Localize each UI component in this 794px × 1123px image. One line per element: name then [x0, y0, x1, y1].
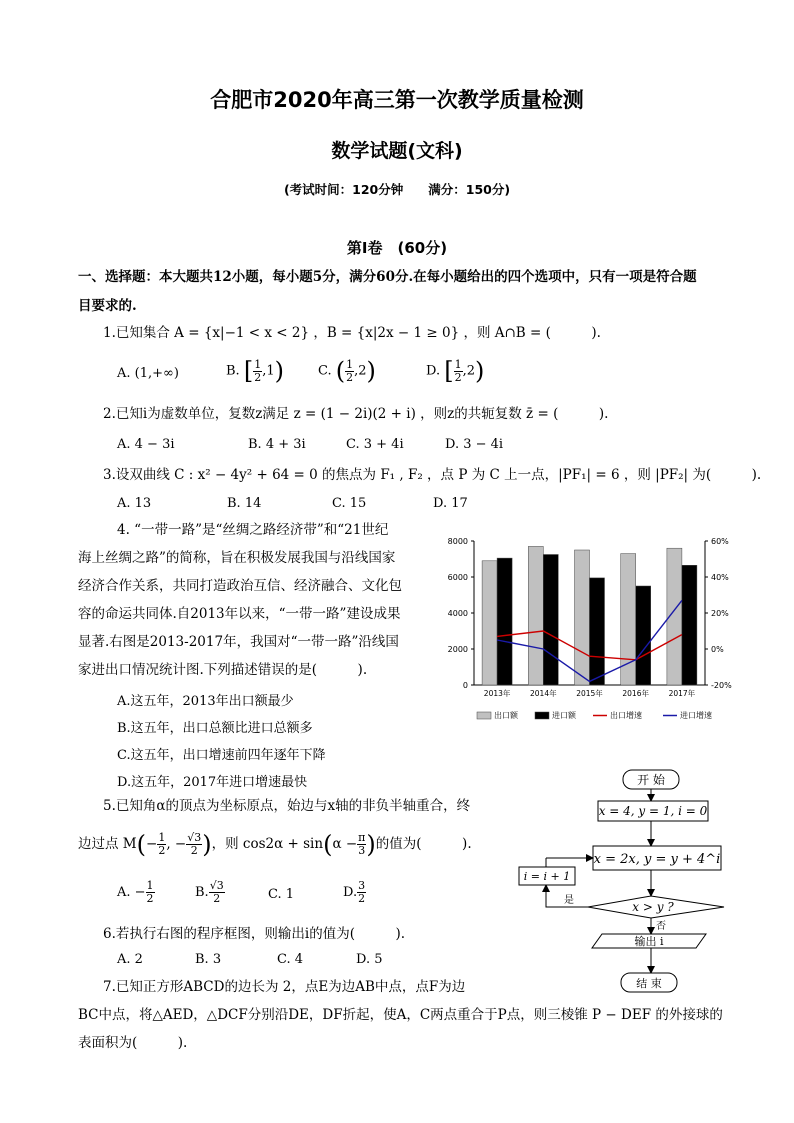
q5-question: 的值为( ).	[375, 836, 472, 852]
chart-legend-swatch	[535, 712, 549, 719]
q6-option-b: B. 3	[195, 952, 222, 967]
q1-option-c: C. ( $\frac{1}{2}$ ,2)	[318, 357, 376, 385]
chart-right-tick-label: 0%	[711, 645, 724, 654]
q3-option-c: C. 15	[332, 496, 367, 511]
q1-option-a: A. (1,+∞)	[117, 366, 179, 381]
flow-no-label: 否	[656, 921, 666, 932]
q6-option-a: A. 2	[117, 952, 143, 967]
q5-line-1: 5.已知角α的顶点为坐标原点，始边与x轴的非负半轴重合，终	[103, 798, 471, 814]
q4-option-d: D.这五年，2017年进口增速最快	[117, 775, 308, 790]
page-title: 合肥市2020年高三第一次教学质量检测	[210, 88, 584, 112]
chart-legend-label: 进口增速	[680, 711, 712, 720]
flowchart-svg	[510, 768, 730, 996]
q4-line-1: 4. “一带一路”是“丝绸之路经济带”和“21世纪	[117, 522, 389, 538]
q5-line-2: 边过点 M(− $\frac{1}{2}$ , − $\frac{√3}{2}$ )，则 cos2α + sin(α − $\frac{\pi}{3}$ )的值为( ).	[78, 830, 472, 859]
q5-option-d-label: D.	[343, 885, 358, 900]
q1-option-d: D. [ $\frac{1}{2}$ ,2)	[426, 357, 485, 385]
q7-line-3: 表面积为( ).	[78, 1035, 188, 1051]
q5-option-d: D. $\frac{3}{2}$	[343, 879, 366, 905]
chart-legend-swatch	[477, 712, 491, 719]
chart-left-tick-label: 4000	[447, 609, 468, 618]
chart-bar-import	[682, 565, 697, 685]
chart-left-tick-label: 6000	[447, 573, 468, 582]
q2-option-a: A. 4 − 3i	[117, 437, 175, 452]
q2-option-d: D. 3 − 4i	[445, 437, 504, 452]
q6-option-c: C. 4	[277, 952, 304, 967]
instruction-line-1: 一、选择题：本大题共12小题，每小题5分，满分60分.在每小题给出的四个选项中，只有一项是符合题	[78, 269, 697, 285]
chart-x-tick-label: 2016年	[622, 689, 649, 698]
q1-stem: 1.已知集合 A = {x|−1 < x < 2} ，B = {x|2x − 1 ≥ 0} ，则 A∩B = ( ).	[103, 325, 601, 341]
page-subtitle: 数学试题(文科)	[331, 140, 463, 162]
flow-condition-text: x > y ?	[632, 900, 674, 914]
chart-x-tick-label: 2017年	[668, 689, 696, 698]
q4-line-2: 海上丝绸之路”的简称，旨在积极发展我国与沿线国家	[78, 550, 396, 566]
q5-option-b: B. $\frac{√3}{2}$	[195, 879, 224, 905]
q5-option-c: C. 1	[268, 887, 295, 902]
chart-left-tick-label: 0	[462, 681, 468, 690]
chart-bar-export	[575, 550, 590, 685]
exam-info: (考试时间：120分钟 满分：150分)	[283, 182, 511, 197]
q1-option-d-label: D.	[426, 363, 441, 379]
q4-line-3: 经济合作关系，共同打造政治互信、经济融合、文化包	[78, 578, 402, 594]
flow-end-text: 结 束	[636, 977, 662, 990]
chart-x-tick-label: 2013年	[483, 689, 511, 698]
q4-option-a: A.这五年，2013年出口额最少	[117, 694, 294, 709]
chart-right-tick-label: 20%	[711, 609, 729, 618]
q5-option-a: A. − $\frac{1}{2}$	[117, 879, 154, 905]
q6-option-d: D. 5	[356, 952, 383, 967]
chart-right-tick-label: 60%	[711, 537, 729, 546]
chart-bar-import	[636, 586, 651, 685]
instruction-line-2: 目要求的.	[78, 298, 137, 314]
chart-x-tick-label: 2014年	[530, 689, 557, 698]
q5-point-label: 边过点 M	[78, 836, 137, 852]
q1-option-b-label: B.	[226, 363, 240, 379]
q1-option-c-label: C.	[318, 363, 332, 379]
q3-stem: 3.设双曲线 C : x² − 4y² + 64 = 0 的焦点为 F₁ , F₂ ，点 P 为 C 上一点，|PF₁| = 6 ，则 |PF₂| 为( ).	[103, 467, 762, 483]
q5-option-a-label: A. −	[117, 885, 146, 900]
q5-option-b-label: B.	[195, 885, 209, 900]
trade-chart-svg	[437, 530, 753, 728]
chart-bar-import	[590, 578, 605, 685]
flow-output-text: 输出 i	[634, 935, 664, 948]
q2-option-c: C. 3 + 4i	[346, 437, 404, 452]
chart-right-tick-label: 40%	[711, 573, 729, 582]
q4-option-b: B.这五年，出口总额比进口总额多	[117, 721, 313, 736]
q4-option-c: C.这五年，出口增速前四年逐年下降	[117, 748, 326, 763]
q3-option-b: B. 14	[227, 496, 262, 511]
flowchart	[510, 768, 730, 996]
q2-option-b: B. 4 + 3i	[248, 437, 306, 452]
flow-increment-text: i = i + 1	[523, 870, 571, 883]
flow-start-text: 开 始	[637, 773, 665, 787]
flow-init-text: x = 4, y = 1, i = 0	[598, 804, 708, 818]
q1-option-b: B. [ $\frac{1}{2}$ ,1)	[226, 357, 284, 385]
q4-line-6: 家进出口情况统计图.下列描述错误的是( ).	[78, 662, 368, 678]
chart-bar-export	[482, 561, 497, 685]
q3-option-d: D. 17	[433, 496, 468, 511]
chart-bar-export	[528, 546, 543, 685]
chart-left-tick-label: 2000	[447, 645, 468, 654]
q7-line-2: BC中点，将△AED，△DCF分别沿DE，DF折起，使A，C两点重合于P点，则三棱锥 P − DEF 的外接球的	[78, 1007, 723, 1023]
chart-legend-label: 出口增速	[610, 711, 642, 720]
flow-yes-label: 是	[564, 895, 574, 906]
chart-bar-import	[497, 558, 512, 685]
section-heading: 第Ⅰ卷 (60分)	[346, 239, 448, 257]
q6-stem: 6.若执行右图的程序框图，则输出i的值为( ).	[103, 926, 406, 942]
chart-right-tick-label: -20%	[711, 681, 732, 690]
trade-chart	[437, 530, 753, 728]
chart-bar-import	[543, 555, 558, 686]
chart-left-tick-label: 8000	[447, 537, 468, 546]
chart-x-tick-label: 2015年	[576, 689, 603, 698]
q5-expression: ，则 cos2α + sin	[211, 836, 324, 852]
q4-line-4: 容的命运共同体.自2013年以来，“一带一路”建设成果	[78, 606, 401, 622]
q7-line-1: 7.已知正方形ABCD的边长为 2，点E为边AB中点，点F为边	[103, 979, 466, 995]
q2-stem: 2.已知i为虚数单位，复数z满足 z = (1 − 2i)(2 + i) ，则z的共轭复数 z̄ = ( ).	[103, 406, 609, 422]
chart-legend-label: 出口额	[494, 711, 518, 720]
chart-legend-label: 进口额	[552, 711, 576, 720]
flow-update-text: x = 2x, y = y + 4^i	[593, 852, 721, 867]
q4-line-5: 显著.右图是2013-2017年，我国对“一带一路”沿线国	[78, 634, 399, 650]
q3-option-a: A. 13	[117, 496, 152, 511]
